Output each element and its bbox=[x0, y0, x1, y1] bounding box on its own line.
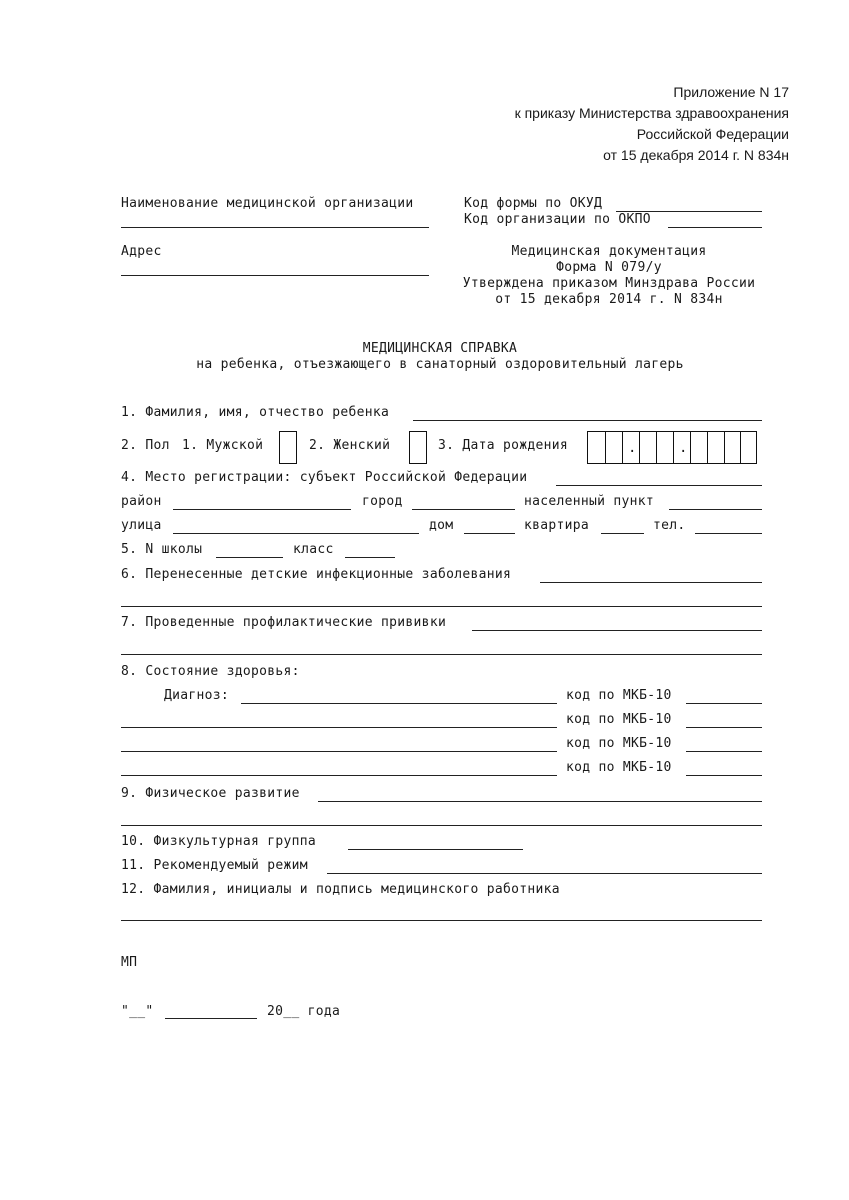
field-11-label: 11. Рекомендуемый режим bbox=[121, 858, 308, 873]
child-name-line[interactable] bbox=[413, 420, 762, 421]
infections-line-2[interactable] bbox=[121, 606, 762, 607]
field-5-label: 5. N школы bbox=[121, 542, 203, 557]
appendix-line-1: Приложение N 17 bbox=[673, 84, 789, 100]
birth-date-label: 3. Дата рождения bbox=[438, 438, 569, 453]
field-12-label: 12. Фамилия, инициалы и подпись медицинского работника bbox=[121, 882, 560, 897]
date-separator: . bbox=[679, 440, 688, 456]
address-label: Адрес bbox=[121, 244, 162, 259]
street-line[interactable] bbox=[173, 533, 419, 534]
female-label: 2. Женский bbox=[309, 438, 391, 453]
city-label: город bbox=[362, 494, 403, 509]
apartment-label: квартира bbox=[524, 518, 590, 533]
locality-label: населенный пункт bbox=[524, 494, 655, 509]
org-name-label: Наименование медицинской организации bbox=[121, 196, 414, 211]
female-checkbox[interactable] bbox=[409, 431, 427, 464]
icd-code-line-3[interactable] bbox=[686, 751, 762, 752]
field-8-label: 8. Состояние здоровья: bbox=[121, 664, 300, 679]
diagnosis-line-2[interactable] bbox=[121, 727, 557, 728]
appendix-block bbox=[515, 82, 789, 166]
icd-code-label: код по МКБ-10 bbox=[566, 712, 672, 727]
pe-group-line[interactable] bbox=[348, 849, 523, 850]
street-label: улица bbox=[121, 518, 162, 533]
date-year: 20__ года bbox=[267, 1004, 341, 1019]
icd-code-line-1[interactable] bbox=[686, 703, 762, 704]
appendix-line-2: к приказу Министерства здравоохранения bbox=[514, 105, 789, 121]
field-1-label: 1. Фамилия, имя, отчество ребенка bbox=[121, 405, 390, 420]
icd-code-label: код по МКБ-10 bbox=[566, 760, 672, 775]
appendix-line-3: Российской Федерации bbox=[636, 126, 789, 142]
apartment-line[interactable] bbox=[601, 533, 644, 534]
diagnosis-line-4[interactable] bbox=[121, 775, 557, 776]
district-line[interactable] bbox=[173, 509, 351, 510]
vaccinations-line-2[interactable] bbox=[121, 654, 762, 655]
icd-code-label: код по МКБ-10 bbox=[566, 688, 672, 703]
doc-type: Медицинская документация bbox=[511, 244, 707, 259]
male-checkbox[interactable] bbox=[279, 431, 297, 464]
physical-development-line-2[interactable] bbox=[121, 825, 762, 826]
okpo-label: Код организации по ОКПО bbox=[464, 212, 651, 227]
document-subtitle: на ребенка, отъезжающего в санаторный оздоровительный лагерь bbox=[196, 357, 684, 372]
diagnosis-label: Диагноз: bbox=[164, 688, 230, 703]
school-number-line[interactable] bbox=[216, 557, 283, 558]
field-2-label: 2. Пол bbox=[121, 438, 170, 453]
appendix-line-4: от 15 декабря 2014 г. N 834н bbox=[603, 147, 789, 163]
approved-line-1: Утверждена приказом Минздрава России bbox=[462, 276, 756, 291]
stamp-label: МП bbox=[121, 955, 138, 970]
icd-code-line-2[interactable] bbox=[686, 727, 762, 728]
vaccinations-line-1[interactable] bbox=[472, 630, 762, 631]
date-month-line[interactable] bbox=[165, 1018, 257, 1019]
field-9-label: 9. Физическое развитие bbox=[121, 786, 300, 801]
class-line[interactable] bbox=[345, 557, 395, 558]
field-7-label: 7. Проведенные профилактические прививки bbox=[121, 615, 447, 630]
physical-development-line-1[interactable] bbox=[318, 801, 762, 802]
male-label: 1. Мужской bbox=[182, 438, 264, 453]
date-day: "__" bbox=[121, 1004, 154, 1019]
class-label: класс bbox=[293, 542, 334, 557]
region-line[interactable] bbox=[556, 485, 762, 486]
diagnosis-line-1[interactable] bbox=[241, 703, 557, 704]
icd-code-line-4[interactable] bbox=[686, 775, 762, 776]
house-line[interactable] bbox=[464, 533, 515, 534]
address-line[interactable] bbox=[121, 275, 429, 276]
house-label: дом bbox=[429, 518, 454, 533]
date-separator: . bbox=[628, 440, 637, 456]
medical-worker-signature-line[interactable] bbox=[121, 920, 762, 921]
phone-line[interactable] bbox=[695, 533, 762, 534]
document-title: МЕДИЦИНСКАЯ СПРАВКА bbox=[362, 341, 518, 356]
diagnosis-line-3[interactable] bbox=[121, 751, 557, 752]
approved-line-2: от 15 декабря 2014 г. N 834н bbox=[495, 292, 723, 307]
field-6-label: 6. Перенесенные детские инфекционные заболевания bbox=[121, 567, 512, 582]
okud-label: Код формы по ОКУД bbox=[464, 196, 603, 211]
org-name-line[interactable] bbox=[121, 227, 429, 228]
form-number: Форма N 079/у bbox=[556, 260, 662, 275]
infections-line-1[interactable] bbox=[540, 582, 762, 583]
city-line[interactable] bbox=[412, 509, 515, 510]
phone-label: тел. bbox=[653, 518, 686, 533]
okpo-line[interactable] bbox=[668, 227, 762, 228]
field-10-label: 10. Физкультурная группа bbox=[121, 834, 317, 849]
regime-line[interactable] bbox=[327, 873, 762, 874]
locality-line[interactable] bbox=[669, 509, 762, 510]
birth-date-cells[interactable] bbox=[587, 431, 757, 464]
field-4-label: 4. Место регистрации: субъект Российской Федерации bbox=[121, 470, 528, 485]
icd-code-label: код по МКБ-10 bbox=[566, 736, 672, 751]
district-label: район bbox=[121, 494, 162, 509]
